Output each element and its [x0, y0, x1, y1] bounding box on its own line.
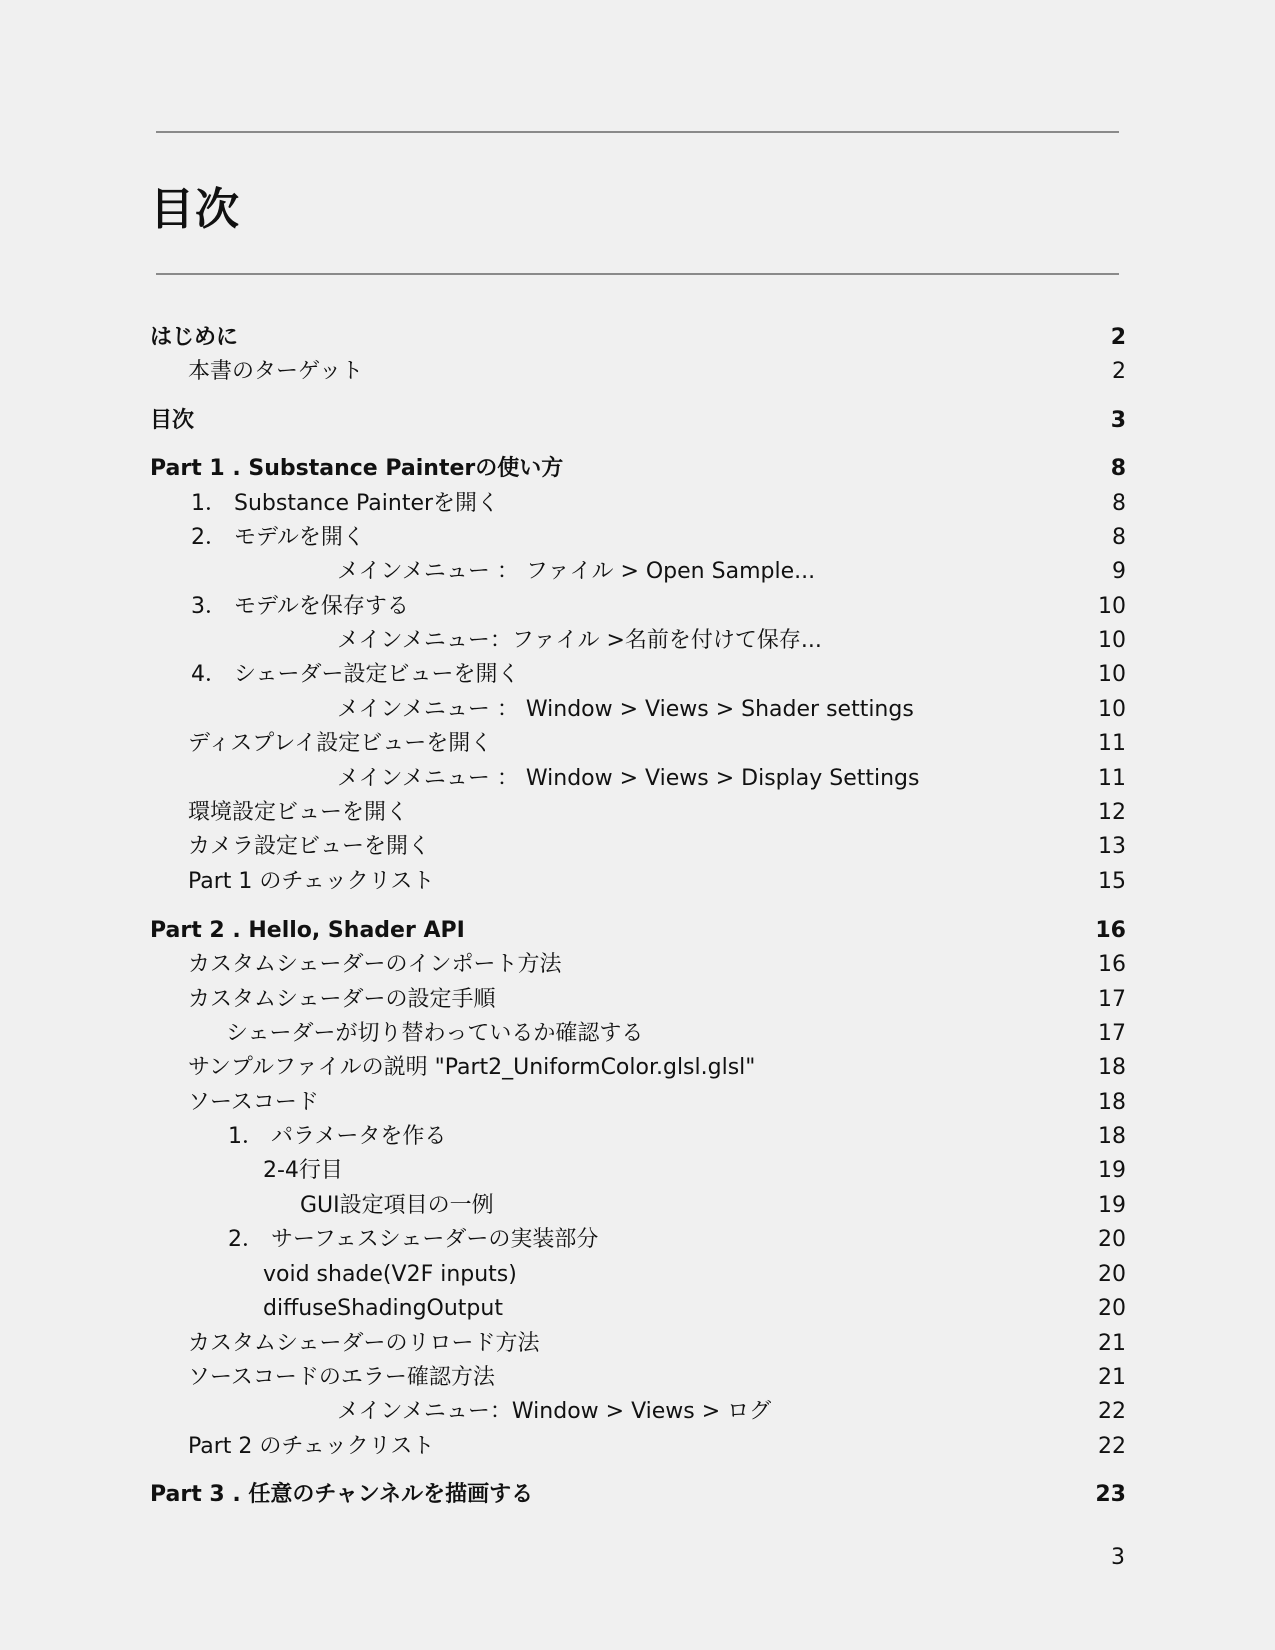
toc-page: 10: [1098, 662, 1126, 687]
toc-label: diffuseShadingOutput: [263, 1296, 503, 1321]
toc-page: 18: [1098, 1124, 1126, 1149]
toc-page: 19: [1098, 1158, 1126, 1183]
toc-page: 18: [1098, 1090, 1126, 1115]
toc-entry[interactable]: [0, 1292, 1275, 1326]
toc-entry[interactable]: [0, 1430, 1275, 1464]
toc-page: 20: [1098, 1227, 1126, 1252]
toc-entry[interactable]: [0, 355, 1275, 389]
toc-page: 22: [1098, 1399, 1126, 1424]
toc-entry[interactable]: [0, 796, 1275, 830]
toc-label: 2． サーフェスシェーダーの実装部分: [228, 1227, 599, 1252]
toc-page: 12: [1098, 800, 1126, 825]
toc-label: Part 3 . 任意のチャンネルを描画する: [150, 1482, 534, 1507]
toc-page: 2: [1112, 359, 1126, 384]
toc-page: 10: [1098, 628, 1126, 653]
toc-page: 18: [1098, 1055, 1126, 1080]
toc-page: 8: [1112, 491, 1126, 516]
toc-page: 9: [1112, 559, 1126, 584]
toc-entry[interactable]: [0, 1154, 1275, 1188]
toc-page: 19: [1098, 1193, 1126, 1218]
toc-page: 20: [1098, 1296, 1126, 1321]
toc-page: 17: [1098, 1021, 1126, 1046]
toc-label: 1． パラメータを作る: [228, 1124, 447, 1149]
toc-entry-part1[interactable]: [0, 452, 1275, 486]
toc-page: 16: [1095, 918, 1126, 943]
toc-label: メインメニュー ： Window > Views > Shader settings: [337, 697, 914, 722]
toc-entry[interactable]: [0, 1086, 1275, 1120]
toc-entry[interactable]: [0, 727, 1275, 761]
toc-page: 10: [1098, 594, 1126, 619]
toc-label: メインメニュー：Window > Views > ログ: [337, 1399, 772, 1424]
toc-entry[interactable]: [0, 762, 1275, 796]
toc-label: void shade(V2F inputs): [263, 1262, 517, 1287]
toc-label: Part 1 . Substance Painterの使い方: [150, 456, 564, 481]
toc-entry[interactable]: [0, 487, 1275, 521]
toc-page: 16: [1098, 952, 1126, 977]
toc-entry[interactable]: [0, 1395, 1275, 1429]
toc-entry[interactable]: [0, 1051, 1275, 1085]
toc-entry[interactable]: [0, 1361, 1275, 1395]
toc-page: 22: [1098, 1434, 1126, 1459]
toc-entry-part3[interactable]: [0, 1478, 1275, 1512]
toc-entry[interactable]: [0, 521, 1275, 555]
toc-label: カスタムシェーダーの設定手順: [188, 987, 496, 1012]
toc-page: 13: [1098, 834, 1126, 859]
toc-entry[interactable]: [0, 693, 1275, 727]
toc-page: 8: [1112, 525, 1126, 550]
toc-label: Part 1 のチェックリスト: [188, 869, 435, 894]
toc-label: ディスプレイ設定ビューを開く: [188, 731, 493, 756]
toc-label: Part 2 . Hello, Shader API: [150, 918, 465, 943]
toc-entry[interactable]: [0, 1258, 1275, 1292]
toc-label: Part 2 のチェックリスト: [188, 1434, 435, 1459]
toc-page: 21: [1098, 1365, 1126, 1390]
toc-label: メインメニュー ： Window > Views > Display Settings: [337, 766, 920, 791]
toc-page: 11: [1098, 731, 1126, 756]
toc-label: 本書のターゲット: [188, 359, 364, 384]
toc-label: ソースコードのエラー確認方法: [188, 1365, 495, 1390]
toc-label: 2． モデルを開く: [191, 525, 365, 550]
toc-label: 環境設定ビューを開く: [188, 800, 409, 825]
toc-label: メインメニュー ： ファイル > Open Sample...: [337, 559, 816, 584]
toc-page: 11: [1098, 766, 1126, 791]
toc-entry[interactable]: [0, 590, 1275, 624]
toc-label: 3． モデルを保存する: [191, 594, 409, 619]
page-number: 3: [1111, 1545, 1125, 1570]
toc-page: 3: [1110, 408, 1126, 433]
toc-entry[interactable]: [0, 658, 1275, 692]
toc-label: カメラ設定ビューを開く: [188, 834, 431, 859]
toc-entry[interactable]: [0, 830, 1275, 864]
toc-label: 目次: [150, 408, 195, 433]
toc-entry[interactable]: [0, 948, 1275, 982]
toc-entry[interactable]: [0, 865, 1275, 899]
toc-entry[interactable]: [0, 1189, 1275, 1223]
toc-label: メインメニュー：ファイル >名前を付けて保存...: [337, 628, 822, 653]
toc-label: GUI設定項目の一例: [300, 1193, 494, 1218]
toc-entry-part2[interactable]: [0, 914, 1275, 948]
toc-entry[interactable]: [0, 1120, 1275, 1154]
toc-page: 8: [1110, 456, 1126, 481]
toc-page: 17: [1098, 987, 1126, 1012]
toc-label: 2-4行目: [263, 1158, 343, 1183]
toc-entry-introduction[interactable]: [0, 321, 1275, 355]
toc-label: 1． Substance Painterを開く: [191, 491, 500, 516]
toc-label: カスタムシェーダーのリロード方法: [188, 1331, 540, 1356]
toc-label: シェーダーが切り替わっているか確認する: [226, 1021, 644, 1046]
toc-entry[interactable]: [0, 1017, 1275, 1051]
toc-page: 20: [1098, 1262, 1126, 1287]
toc-label: カスタムシェーダーのインポート方法: [188, 952, 562, 977]
toc-entry[interactable]: [0, 1223, 1275, 1257]
toc-label: ソースコード: [188, 1090, 319, 1115]
toc-page: 10: [1098, 697, 1126, 722]
toc-entry[interactable]: [0, 983, 1275, 1017]
toc-label: 4． シェーダー設定ビューを開く: [191, 662, 520, 687]
toc-entry[interactable]: [0, 555, 1275, 589]
toc-page: 23: [1095, 1482, 1126, 1507]
toc-label: サンプルファイルの説明 "Part2_UniformColor.glsl.glsl": [188, 1055, 756, 1080]
toc-entry-contents[interactable]: [0, 404, 1275, 438]
toc-entry[interactable]: [0, 624, 1275, 658]
toc-page: 15: [1098, 869, 1126, 894]
toc-page: 2: [1110, 325, 1126, 350]
toc-entry[interactable]: [0, 1327, 1275, 1361]
toc-label: はじめに: [150, 325, 239, 350]
page-title: 目次: [150, 184, 240, 235]
toc-page: 21: [1098, 1331, 1126, 1356]
